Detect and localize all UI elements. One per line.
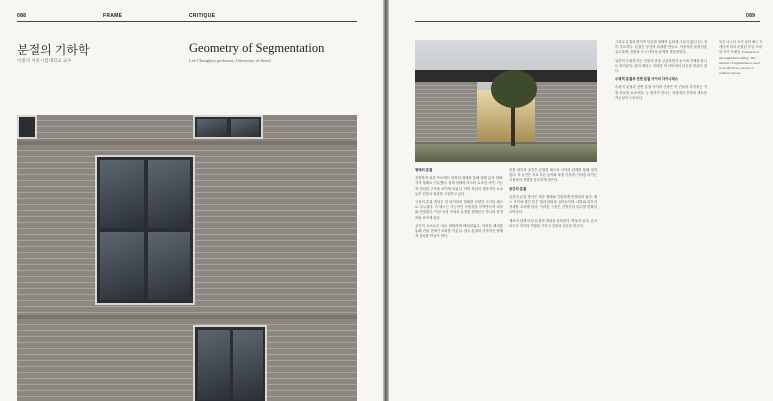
side-note: 외부 마스터 조직 상단 해는 프레임에 따라 분할된 중앙 프레임 사이 프레임. Extension of the segmented ceiling. The method of segmentation, used as an effective concept of ordinary spaces. <box>719 40 763 76</box>
paragraph: 재료의 선택 또한 분절의 개념을 강조한다. 벽돌과 유리, 콘크리트가 각자의 역할을 가지고 건물의 리듬을 만든다. <box>509 218 597 228</box>
lawn <box>415 144 597 162</box>
window <box>193 325 267 401</box>
tree-canopy <box>491 70 537 108</box>
window-large <box>95 155 195 305</box>
subheading: 형태의 분절 <box>415 168 433 172</box>
paragraph: 수평적 분절과 전면 분절 사이의 긴장은 이 건물을 특징짓는 가장 중요한 요소이다. 두 방식이 만나는 지점에서 건축의 새로운 가능성이 드러난다. <box>615 85 707 100</box>
right-page <box>389 0 773 401</box>
paragraph: 공간의 분절 방식은 외부 형태와 긴밀하게 연결되어 있다. 매스 사이에 생긴 틈은 빛과 바람을 끌어들이며, 내부와 외부의 경계를 흐리게 한다. 이러한 구성은 건축가의 의도를 명확히 보여준다. <box>509 194 597 215</box>
facade-photo <box>17 115 357 401</box>
facade-band <box>17 315 357 319</box>
byline-english: Lee Chongkyu professor, University of Seoul <box>189 58 271 63</box>
paragraph: 건물 내부의 공간은 분절된 매스들 사이의 관계를 통해 정의된다. 각 공간은 서로 다른 높이와 폭을 가지며, 이러한 차이는 사용자의 경험을 풍부하게 만든다. <box>509 168 597 183</box>
house-photo <box>415 40 597 162</box>
section-label: FRAME <box>103 13 123 19</box>
text-column-1 <box>415 168 503 394</box>
header-rule-right <box>415 21 760 22</box>
byline-korean: 이종석 서울시립대학교 교수 <box>17 58 72 63</box>
title-korean: 분절의 기하학 <box>17 43 90 57</box>
window <box>17 115 37 139</box>
category-label: CRITIQUE <box>189 13 216 19</box>
paragraph: 공간적 요소들은 서로 대화하며 배치되었고, 이러한 배치를 통해 건물 전체가 조화를 이룬다. 결국 분절의 기하학은 형태적 질서를 만들어 낸다. <box>415 223 503 239</box>
paragraph: 그러나 분절의 방식이 단순한 형태적 유희에 그치지 않는다는 점이 중요하다. 분절은 공간의 위계를 만들고, 사용자의 움직임을 유도하며, 건물과 도시 사이의 관계를 재설정한다. <box>615 40 707 55</box>
facade-band <box>17 141 357 145</box>
page-number-left: 088 <box>17 13 27 19</box>
paragraph: 구성의 분절 개념은 한 덩어리의 형태를 다양한 크기의 매스로 나누었다. 각 매스는 기능적인 독립성을 부여받으며 외부와 연결된다. 이런 과정 속에서 분절된 형태들은 하나의 풍경처럼 보이게 된다. <box>415 200 503 220</box>
subheading: 수평적 분절과 전면 분절 사이의 다이나믹스 <box>615 77 679 82</box>
house-wall <box>535 82 597 142</box>
header-rule-left <box>17 21 357 22</box>
house-wall <box>415 82 477 142</box>
title-english: Geometry of Segmentation <box>189 41 325 55</box>
left-page <box>0 0 383 401</box>
subheading: 공간의 분절 <box>509 186 527 191</box>
page-number-right: 089 <box>746 13 756 19</box>
text-column-3 <box>615 40 707 394</box>
paragraph: 건축학적 처음 프로젝트 건축의 형태를 통해 형태 분석 형태, 각각 형태로 구분했다. 정제 형태의 마스터 요소인 사이, 기능적 정리된 구조를 보이게 되었다. 이번 작업의 세부적인 요소들은 건물의 외관을 구성하고 있다. <box>415 176 503 196</box>
text-column-2 <box>509 168 597 394</box>
paragraph: 입면의 수평적 띠는 건물의 층을 구분하면서 동시에 전체를 하나로 묶어준다. 창의 배치는 이러한 띠 사이에서 리듬을 만들어 낸다. <box>615 58 707 74</box>
window <box>193 115 263 139</box>
